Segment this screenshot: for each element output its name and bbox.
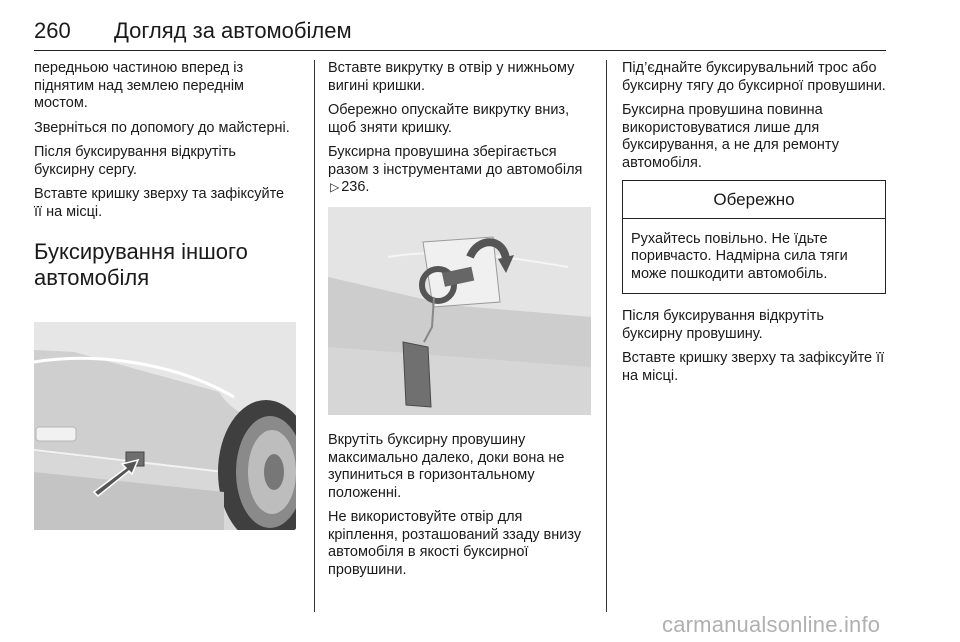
tow-eye-figure [328, 207, 591, 415]
col1-paragraph-2: Зверніться по допомогу до майстерні. [34, 119, 290, 136]
col2-paragraph-3 [328, 144, 596, 197]
page-title: Догляд за автомобілем [114, 18, 352, 43]
col3-paragraph-2: Буксирна провушина повинна використовуватися лише для буксирування, а не для ремонту автомобіля. [622, 102, 839, 171]
rear-towing-figure [34, 322, 296, 530]
page-header [34, 10, 886, 50]
col3-paragraph-3: Після буксирування відкрутіть буксирну провушину. [622, 308, 824, 342]
column-divider-2 [606, 60, 607, 612]
caution-title: Обережно [623, 181, 885, 219]
watermark: carmanualsonline.info [662, 612, 881, 637]
col1-paragraph-4: Вставте кришку зверху та зафіксуйте її на місці. [34, 186, 285, 220]
col3-paragraph-4: Вставте кришку зверху та зафіксуйте її на місці. [622, 350, 885, 384]
col1-paragraph-3: Після буксирування відкрутіть буксирну сергу. [34, 144, 236, 178]
column-2 [328, 60, 596, 200]
caution-box [622, 180, 886, 294]
col2-paragraph-3-text: Буксирна провушина зберігається разом з інструментами до автомобіля [328, 144, 583, 178]
column-2-lower [328, 432, 596, 586]
header-rule [34, 50, 886, 51]
column-1 [34, 60, 296, 291]
col2-paragraph-5: Не використовуйте отвір для кріплення, розташований ззаду внизу автомобіля в якості буксирної провушини. [328, 509, 582, 578]
rear-towing-illustration [34, 322, 296, 530]
page-reference: 236. [341, 179, 370, 195]
col2-paragraph-1: Вставте викрутку в отвір у нижньому вигині кришки. [328, 60, 575, 94]
col3-paragraph-1: Під’єднайте буксирувальний трос або буксирну тягу до буксирної провушини. [622, 60, 886, 94]
col2-paragraph-2: Обережно опускайте викрутку вниз, щоб зняти кришку. [328, 102, 570, 136]
triangle-ref-icon: ▷ [330, 180, 340, 194]
page-number: 260 [34, 18, 71, 43]
caution-text: Рухайтесь повільно. Не їдьте поривчасто. Надмірна сила тяги може пошкодити автомобіль. [631, 230, 848, 282]
tow-eye-illustration [328, 207, 591, 415]
column-divider-1 [314, 60, 315, 612]
column-3 [622, 60, 886, 392]
col1-paragraph-1: передньою частиною вперед із піднятим над землею переднім мостом. [34, 60, 245, 111]
col2-paragraph-4: Вкрутіть буксирну провушину максимально далеко, доки вона не зупиниться в горизонтальному положенні. [328, 432, 565, 501]
section-heading: Буксирування іншого автомобіля [34, 239, 248, 290]
